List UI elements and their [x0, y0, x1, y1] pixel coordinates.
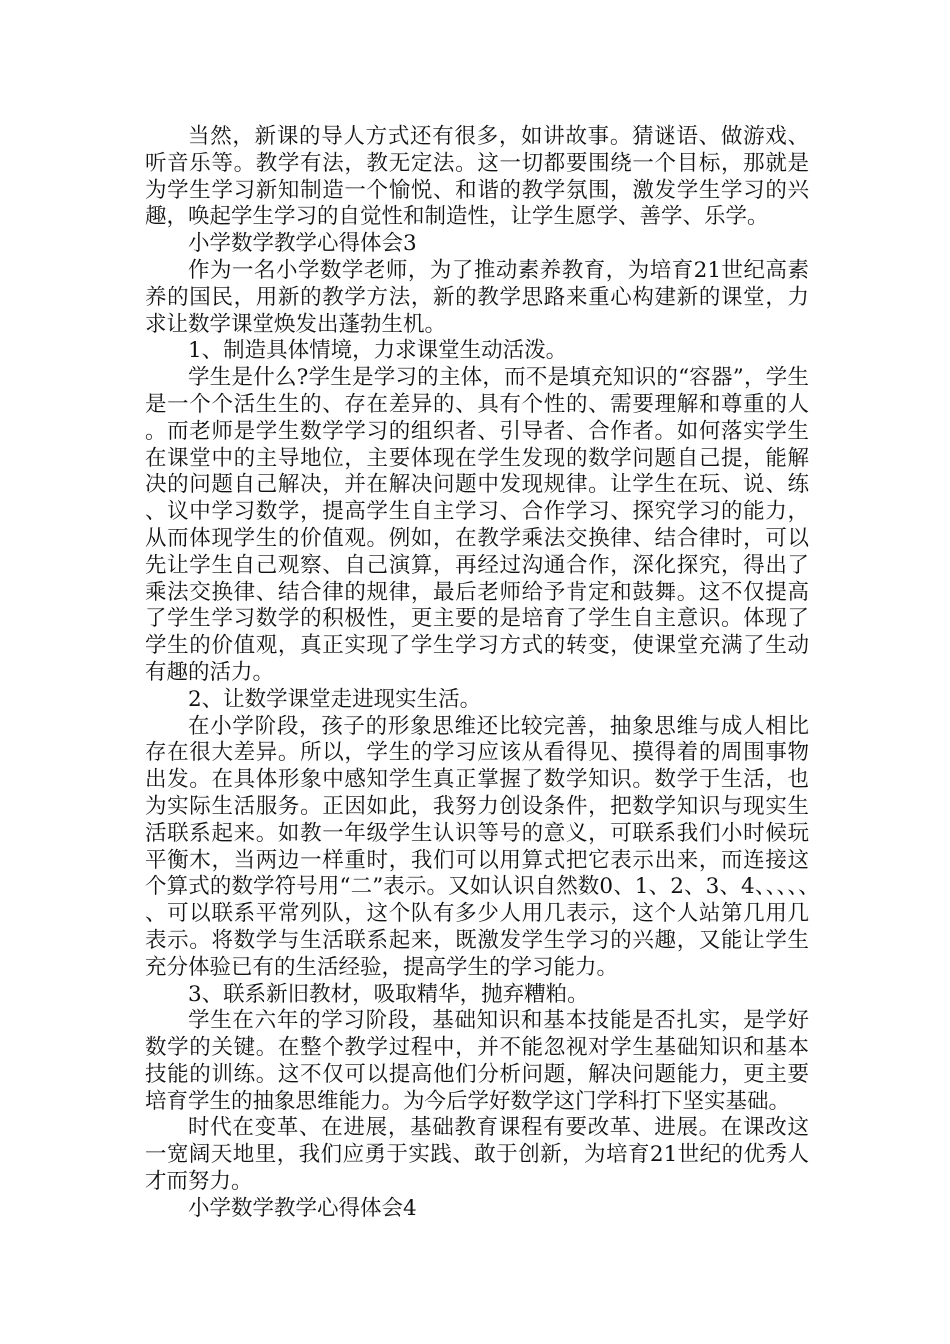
subheading-1: 1、制造具体情境，力求课堂生动活泼。: [188, 338, 568, 364]
subheading-2: 2、让数学课堂走进现实生活。: [188, 686, 482, 712]
section-heading-4: 小学数学教学心得体会4: [188, 1195, 417, 1221]
subheading-3: 3、联系新旧教材，吸取精华，抛弃糟粕。: [188, 981, 589, 1007]
paragraph-basic-skills: 学生在六年的学习阶段，基础知识和基本技能是否扎实，是学好数学的关键。在整个教学过程中，并不能忽视对学生基础知识和基本技能的训练。这不仅可以提高他们分析问题，解决问题能力，更主要培育学生的抽象思维能力。为今后学好数学这门学科打下坚实基础。: [145, 1008, 809, 1114]
paragraph-reform: 时代在变革、在进展，基础教育课程有要改革、进展。在课改这一宽阔天地里，我们应勇于实践、敢于创新，为培育21世纪的优秀人才而努力。: [145, 1115, 809, 1195]
paragraph-student-subject: 学生是什么?学生是学习的主体，而不是填充知识的“容器”，学生是一个个活生生的、存在差异的、具有个性的、需要理解和尊重的人。而老师是学生数学学习的组织者、引导者、合作者。如何落实学生在课堂中的主导地位，主要体现在学生发现的数学问题自己提，能解决的问题自己解决，并在解决问题中发现规律。让学生在玩、说、练、议中学习数学，提高学生自主学习、合作学习、探究学习的能力，从而体现学生的价值观。例如，在教学乘法交换律、结合律时，可以先让学生自己观察、自己演算，再经过沟通合作，深化探究，得出了乘法交换律、结合律的规律，最后老师给予肯定和鼓舞。这不仅提高了学生学习数学的积极性，更主要的是培育了学生自主意识。体现了学生的价值观，真正实现了学生学习方式的转变，使课堂充满了生动有趣的活力。: [145, 365, 809, 685]
document-body: [145, 124, 809, 1223]
paragraph-section3-intro: 作为一名小学数学老师，为了推动素养教育，为培育21世纪高素养的国民，用新的教学方法，新的教学思路来重心构建新的课堂，力求让数学课堂焕发出蓬勃生机。: [145, 257, 809, 337]
section-heading-3: 小学数学教学心得体会3: [188, 231, 417, 257]
paragraph-real-life: 在小学阶段，孩子的形象思维还比较完善，抽象思维与成人相比存在很大差异。所以，学生的学习应该从看得见、摸得着的周围事物出发。在具体形象中感知学生真正掌握了数学知识。数学于生活，也为实际生活服务。正因如此，我努力创设条件，把数学知识与现实生活联系起来。如教一年级学生认识等号的意义，可联系我们小时候玩平衡木，当两边一样重时，我们可以用算式把它表示出来，而连接这个算式的数学符号用“二”表示。又如认识自然数0、1、2、3、4、、、、、、可以联系平常列队，这个队有多少人用几表示，这个人站第几用几表示。将数学与生活联系起来，既激发学生学习的兴趣，又能让学生充分体验已有的生活经验，提高学生的学习能力。: [145, 713, 809, 980]
paragraph-intro-methods: 当然，新课的导人方式还有很多，如讲故事。猜谜语、做游戏、听音乐等。教学有法，教无定法。这一切都要围绕一个目标，那就是为学生学习新知制造一个愉悦、和谐的教学氛围，激发学生学习的兴趣，唤起学生学习的自觉性和制造性，让学生愿学、善学、乐学。: [145, 124, 809, 230]
